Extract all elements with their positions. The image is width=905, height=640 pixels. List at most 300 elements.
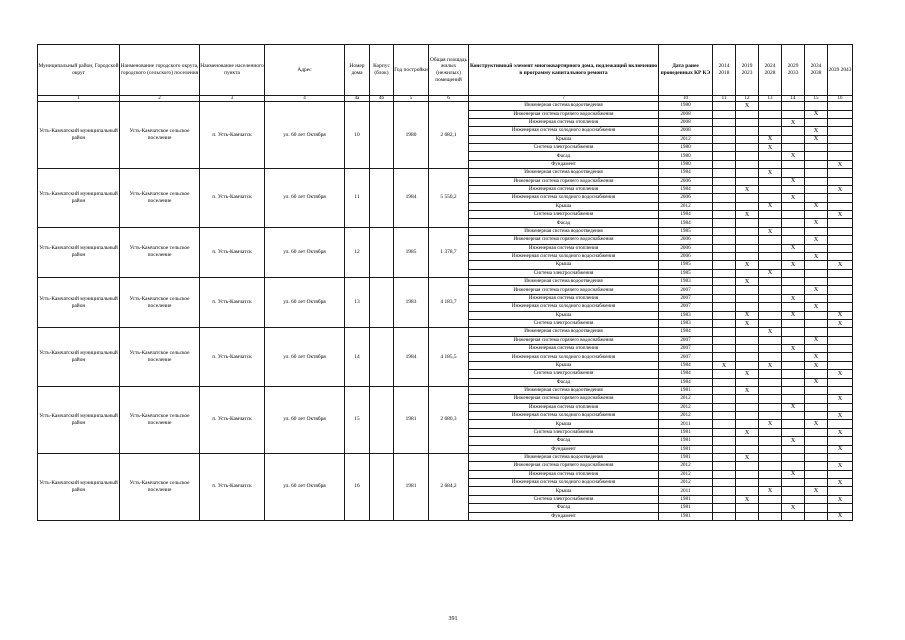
period-cell — [736, 504, 759, 512]
period-cell — [713, 252, 736, 260]
period-cell — [782, 462, 805, 470]
element-cell: Система электроснабжения — [469, 319, 659, 327]
period-cell — [828, 487, 853, 495]
period-cell — [828, 269, 853, 277]
period-cell — [782, 336, 805, 344]
repair-date-cell: 1985 — [659, 261, 713, 269]
period-cell: X — [736, 311, 759, 319]
period-cell — [736, 144, 759, 152]
period-cell — [759, 479, 782, 487]
period-cell: X — [736, 428, 759, 436]
element-cell: Инженерная система отопления — [469, 118, 659, 126]
period-cell — [759, 160, 782, 168]
period-cell — [713, 453, 736, 461]
period-cell — [782, 361, 805, 369]
element-cell: Фасад — [469, 152, 659, 160]
period-cell — [713, 512, 736, 520]
repair-date-cell: 2006 — [659, 177, 713, 185]
period-cell — [782, 135, 805, 143]
period-cell: X — [828, 428, 853, 436]
column-number: 4а — [345, 96, 370, 102]
repair-date-cell: 1981 — [659, 386, 713, 394]
period-cell — [805, 428, 828, 436]
house-number-cell: 10 — [345, 102, 370, 169]
period-cell: X — [828, 185, 853, 193]
period-cell — [782, 303, 805, 311]
repair-date-cell: 2012 — [659, 412, 713, 420]
period-cell: X — [782, 194, 805, 202]
settlement-cell: Усть-Камчатское сельское поселение — [120, 386, 200, 453]
repair-date-cell: 2011 — [659, 487, 713, 495]
column-number: 1 — [38, 96, 120, 102]
period-cell: X — [782, 403, 805, 411]
element-cell: Инженерная система холодного водоснабжения — [469, 252, 659, 260]
period-cell — [805, 328, 828, 336]
period-cell — [736, 487, 759, 495]
period-cell — [782, 211, 805, 219]
period-cell — [759, 177, 782, 185]
period-cell: X — [805, 353, 828, 361]
element-cell: Инженерная система отопления — [469, 185, 659, 193]
column-header: Год постройки — [394, 45, 429, 96]
period-cell — [759, 319, 782, 327]
period-cell — [782, 269, 805, 277]
build-year-cell: 1981 — [394, 453, 429, 520]
element-cell: Крыша — [469, 420, 659, 428]
period-cell: X — [759, 487, 782, 495]
element-cell: Инженерная система холодного водоснабжения — [469, 127, 659, 135]
period-cell — [782, 286, 805, 294]
period-cell — [828, 110, 853, 118]
period-cell — [828, 169, 853, 177]
period-cell — [759, 261, 782, 269]
period-cell — [805, 445, 828, 453]
period-cell — [805, 370, 828, 378]
period-cell — [828, 353, 853, 361]
district-cell: Усть-Камчатский муниципальный район — [38, 227, 120, 277]
period-cell — [805, 177, 828, 185]
period-cell: X — [759, 328, 782, 336]
element-cell: Инженерная система холодного водоснабжения — [469, 479, 659, 487]
period-cell — [805, 479, 828, 487]
district-cell: Усть-Камчатский муниципальный район — [38, 453, 120, 520]
period-cell — [805, 386, 828, 394]
period-cell: X — [805, 252, 828, 260]
period-cell — [782, 386, 805, 394]
period-cell: X — [713, 361, 736, 369]
period-cell — [736, 227, 759, 235]
period-cell: X — [805, 219, 828, 227]
period-cell — [713, 135, 736, 143]
period-cell — [759, 252, 782, 260]
district-cell: Усть-Камчатский муниципальный район — [38, 102, 120, 169]
settlement-cell: Усть-Камчатское сельское поселение — [120, 328, 200, 387]
repair-date-cell: 1981 — [659, 445, 713, 453]
repair-date-cell: 2012 — [659, 135, 713, 143]
repair-date-cell: 1981 — [659, 453, 713, 461]
period-cell — [736, 512, 759, 520]
block-cell — [370, 386, 394, 453]
table-row — [38, 328, 853, 336]
period-cell — [759, 504, 782, 512]
block-cell — [370, 227, 394, 277]
period-cell — [828, 194, 853, 202]
house-number-cell: 12 — [345, 227, 370, 277]
address-cell: ул. 60 лет Октября — [265, 386, 345, 453]
period-cell — [759, 244, 782, 252]
period-cell — [805, 152, 828, 160]
repair-date-cell: 2006 — [659, 244, 713, 252]
period-cell — [805, 261, 828, 269]
period-cell — [713, 286, 736, 294]
period-cell: X — [828, 319, 853, 327]
repair-date-cell: 1985 — [659, 269, 713, 277]
element-cell: Инженерная система горячего водоснабжения — [469, 395, 659, 403]
period-cell — [828, 219, 853, 227]
period-cell — [828, 236, 853, 244]
period-cell — [805, 403, 828, 411]
column-header: Наименование городского округа, городского (сельского) поселения — [120, 45, 200, 96]
period-cell: X — [759, 420, 782, 428]
period-cell — [828, 453, 853, 461]
period-cell: X — [805, 378, 828, 386]
period-cell — [713, 127, 736, 135]
column-number: 16 — [828, 96, 853, 102]
period-cell — [713, 244, 736, 252]
table-row — [38, 453, 853, 461]
period-cell — [828, 152, 853, 160]
element-cell: Инженерная система отопления — [469, 403, 659, 411]
period-cell — [713, 219, 736, 227]
period-cell: X — [759, 202, 782, 210]
locality-cell: п. Усть-Камчатск — [200, 386, 265, 453]
period-cell: X — [805, 361, 828, 369]
element-cell: Фундамент — [469, 160, 659, 168]
column-header: Номер дома — [345, 45, 370, 96]
repair-date-cell: 1984 — [659, 211, 713, 219]
period-cell — [736, 462, 759, 470]
period-cell — [759, 102, 782, 110]
repair-date-cell: 2006 — [659, 252, 713, 260]
element-cell: Инженерная система водоотведения — [469, 278, 659, 286]
period-cell — [736, 110, 759, 118]
period-cell: X — [782, 177, 805, 185]
period-cell — [828, 278, 853, 286]
period-cell — [713, 395, 736, 403]
period-cell: X — [736, 370, 759, 378]
period-cell — [713, 278, 736, 286]
address-cell: ул. 60 лет Октября — [265, 278, 345, 328]
table-row — [38, 102, 853, 110]
period-cell — [759, 395, 782, 403]
period-cell — [782, 319, 805, 327]
period-cell — [782, 378, 805, 386]
build-year-cell: 1981 — [394, 386, 429, 453]
element-cell: Система электроснабжения — [469, 269, 659, 277]
address-cell: ул. 60 лет Октября — [265, 102, 345, 169]
period-cell — [713, 420, 736, 428]
period-cell — [805, 118, 828, 126]
period-cell: X — [759, 269, 782, 277]
district-cell: Усть-Камчатский муниципальный район — [38, 169, 120, 228]
period-cell — [828, 102, 853, 110]
period-cell — [736, 361, 759, 369]
column-number: 12 — [736, 96, 759, 102]
element-cell: Инженерная система отопления — [469, 470, 659, 478]
build-year-cell: 1984 — [394, 169, 429, 228]
period-cell — [759, 185, 782, 193]
period-cell — [736, 328, 759, 336]
period-cell — [713, 412, 736, 420]
period-cell — [805, 269, 828, 277]
repair-date-cell: 1984 — [659, 185, 713, 193]
period-cell — [713, 479, 736, 487]
repair-date-cell: 1981 — [659, 437, 713, 445]
period-cell: X — [736, 319, 759, 327]
period-cell — [736, 294, 759, 302]
period-cell — [759, 311, 782, 319]
period-cell — [782, 160, 805, 168]
period-cell: X — [805, 135, 828, 143]
period-cell — [828, 437, 853, 445]
period-cell: X — [828, 211, 853, 219]
period-cell — [805, 453, 828, 461]
period-cell — [736, 303, 759, 311]
repair-date-cell: 1980 — [659, 152, 713, 160]
period-cell — [713, 495, 736, 503]
column-number: 6 — [429, 96, 469, 102]
period-cell — [828, 127, 853, 135]
period-cell — [828, 504, 853, 512]
period-cell — [736, 395, 759, 403]
column-header: 2039 2043 — [828, 45, 853, 96]
period-cell — [759, 512, 782, 520]
period-cell — [759, 211, 782, 219]
settlement-cell: Усть-Камчатское сельское поселение — [120, 227, 200, 277]
repair-date-cell: 1981 — [659, 512, 713, 520]
period-cell — [713, 437, 736, 445]
period-cell — [782, 202, 805, 210]
period-cell — [713, 194, 736, 202]
period-cell — [805, 294, 828, 302]
period-cell: X — [782, 294, 805, 302]
period-cell — [805, 437, 828, 445]
repair-date-cell: 2012 — [659, 479, 713, 487]
period-cell — [736, 118, 759, 126]
table-body — [38, 102, 853, 521]
settlement-cell: Усть-Камчатское сельское поселение — [120, 169, 200, 228]
period-cell — [805, 504, 828, 512]
column-number: 4 — [265, 96, 345, 102]
area-cell: 2 680,3 — [429, 386, 469, 453]
period-cell — [805, 278, 828, 286]
period-cell — [736, 135, 759, 143]
period-cell — [782, 428, 805, 436]
period-cell: X — [805, 286, 828, 294]
element-cell: Инженерная система холодного водоснабжения — [469, 303, 659, 311]
column-header: Муниципальный район, Городской округ — [38, 45, 120, 96]
period-cell — [736, 353, 759, 361]
repair-date-cell: 2007 — [659, 286, 713, 294]
period-cell — [759, 453, 782, 461]
settlement-cell: Усть-Камчатское сельское поселение — [120, 453, 200, 520]
period-cell: X — [805, 236, 828, 244]
column-number: 15 — [805, 96, 828, 102]
period-cell: X — [805, 420, 828, 428]
period-cell — [759, 152, 782, 160]
period-cell: X — [828, 495, 853, 503]
period-cell: X — [782, 118, 805, 126]
period-cell — [805, 495, 828, 503]
period-cell: X — [782, 261, 805, 269]
period-cell — [805, 319, 828, 327]
period-cell — [713, 378, 736, 386]
period-cell — [805, 169, 828, 177]
period-cell — [782, 445, 805, 453]
period-cell: X — [828, 445, 853, 453]
element-cell: Система электроснабжения — [469, 495, 659, 503]
period-cell — [828, 470, 853, 478]
element-cell: Инженерная система холодного водоснабжения — [469, 353, 659, 361]
period-cell — [782, 252, 805, 260]
repair-date-cell: 1981 — [659, 428, 713, 436]
address-cell: ул. 60 лет Октября — [265, 453, 345, 520]
period-cell — [713, 353, 736, 361]
period-cell — [736, 470, 759, 478]
period-cell — [736, 152, 759, 160]
period-cell — [736, 345, 759, 353]
table-row — [38, 227, 853, 235]
period-cell — [805, 470, 828, 478]
element-cell: Система электроснабжения — [469, 211, 659, 219]
period-cell — [805, 227, 828, 235]
period-cell — [782, 353, 805, 361]
column-header: Дата ранее проведенных КР КЭ — [659, 45, 713, 96]
period-cell — [828, 361, 853, 369]
element-cell: Инженерная система водоотведения — [469, 386, 659, 394]
locality-cell: п. Усть-Камчатск — [200, 328, 265, 387]
period-cell — [828, 303, 853, 311]
period-cell — [782, 144, 805, 152]
period-cell — [782, 102, 805, 110]
element-cell: Инженерная система отопления — [469, 345, 659, 353]
period-cell — [713, 236, 736, 244]
build-year-cell: 1983 — [394, 278, 429, 328]
period-cell — [713, 370, 736, 378]
period-cell — [713, 177, 736, 185]
period-cell — [713, 487, 736, 495]
period-cell — [759, 386, 782, 394]
repair-date-cell: 2007 — [659, 294, 713, 302]
district-cell: Усть-Камчатский муниципальный район — [38, 328, 120, 387]
repair-date-cell: 2012 — [659, 462, 713, 470]
period-cell: X — [759, 144, 782, 152]
element-cell: Фундамент — [469, 445, 659, 453]
period-cell — [736, 177, 759, 185]
area-cell: 5 550,2 — [429, 169, 469, 228]
period-cell — [805, 185, 828, 193]
period-cell — [713, 144, 736, 152]
column-header: Наименование населенного пункта — [200, 45, 265, 96]
area-cell: 2 682,1 — [429, 102, 469, 169]
period-cell — [828, 378, 853, 386]
period-cell — [828, 294, 853, 302]
period-cell — [805, 395, 828, 403]
period-cell — [713, 118, 736, 126]
period-cell — [782, 479, 805, 487]
settlement-cell: Усть-Камчатское сельское поселение — [120, 278, 200, 328]
repair-date-cell: 2008 — [659, 118, 713, 126]
period-cell — [759, 127, 782, 135]
period-cell — [828, 328, 853, 336]
repair-date-cell: 1984 — [659, 328, 713, 336]
locality-cell: п. Усть-Камчатск — [200, 102, 265, 169]
period-cell: X — [805, 110, 828, 118]
house-number-cell: 14 — [345, 328, 370, 387]
period-cell: X — [805, 127, 828, 135]
house-number-cell: 11 — [345, 169, 370, 228]
element-cell: Фасад — [469, 504, 659, 512]
period-cell — [759, 470, 782, 478]
column-number: 4б — [370, 96, 394, 102]
capital-repair-table — [37, 44, 853, 521]
table-row — [38, 278, 853, 286]
period-cell — [759, 462, 782, 470]
build-year-cell: 1980 — [394, 102, 429, 169]
element-cell: Фасад — [469, 437, 659, 445]
period-cell — [713, 102, 736, 110]
period-cell: X — [736, 386, 759, 394]
period-cell: X — [805, 202, 828, 210]
period-cell — [782, 395, 805, 403]
period-cell — [736, 412, 759, 420]
column-header: Корпус (блок) — [370, 45, 394, 96]
period-cell — [759, 445, 782, 453]
period-cell: X — [782, 244, 805, 252]
repair-date-cell: 2012 — [659, 202, 713, 210]
table-row — [38, 386, 853, 394]
period-cell — [736, 286, 759, 294]
period-cell — [805, 102, 828, 110]
period-cell — [828, 286, 853, 294]
period-cell: X — [805, 487, 828, 495]
period-cell — [713, 504, 736, 512]
period-cell — [782, 453, 805, 461]
column-number: 13 — [759, 96, 782, 102]
period-cell — [713, 169, 736, 177]
period-cell: X — [828, 370, 853, 378]
period-cell — [736, 403, 759, 411]
period-cell: X — [759, 135, 782, 143]
repair-date-cell: 2007 — [659, 345, 713, 353]
locality-cell: п. Усть-Камчатск — [200, 227, 265, 277]
period-cell: X — [782, 152, 805, 160]
element-cell: Инженерная система горячего водоснабжения — [469, 286, 659, 294]
house-number-cell: 16 — [345, 453, 370, 520]
period-cell — [736, 252, 759, 260]
period-cell — [736, 437, 759, 445]
build-year-cell: 1984 — [394, 328, 429, 387]
period-cell: X — [828, 160, 853, 168]
period-cell — [782, 110, 805, 118]
period-cell — [805, 194, 828, 202]
period-cell: X — [828, 512, 853, 520]
period-cell — [759, 495, 782, 503]
period-cell — [828, 177, 853, 185]
period-cell — [805, 512, 828, 520]
period-cell — [782, 185, 805, 193]
column-header: Адрес — [265, 45, 345, 96]
